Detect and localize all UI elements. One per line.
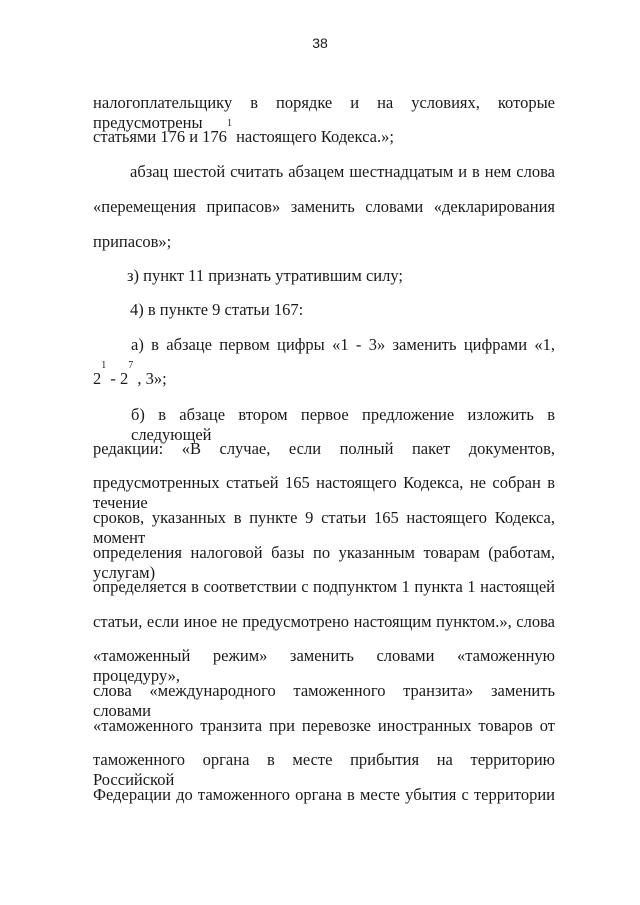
text-line: определения налоговой базы по указанным товарам (работам, услугам)	[93, 543, 555, 582]
text-line: статьи, если иное не предусмотрено настоящим пунктом.», слова	[93, 612, 555, 631]
text-line: з) пункт 11 признать утратившим силу;	[127, 266, 403, 285]
superscript: 7	[128, 360, 134, 371]
text-line: слова «международного таможенного транзита» заменить словами	[93, 681, 555, 720]
text-line: припасов»;	[93, 232, 172, 251]
text-line: редакции: «В случае, если полный пакет документов,	[93, 439, 555, 458]
text-line: «таможенный режим» заменить словами «таможенную процедуру»,	[93, 646, 555, 685]
text-line: 4) в пункте 9 статьи 167:	[130, 300, 304, 319]
text-line: определяется в соответствии с подпунктом 1 пункта 1 настоящей	[93, 577, 555, 596]
text-fragment: настоящего Кодекса.»;	[231, 127, 394, 146]
text-line: абзац шестой считать абзацем шестнадцатым и в нем слова	[130, 162, 555, 181]
text-line: б) в абзаце втором первое предложение изложить в следующей	[131, 405, 555, 444]
text-line: Федерации до таможенного органа в месте убытия с территории	[93, 785, 555, 804]
text-line: таможенного органа в месте прибытия на территорию Российской	[93, 750, 555, 789]
text-line: налогоплательщику в порядке и на условиях, которые предусмотрены	[93, 93, 555, 132]
superscript: 1	[226, 118, 232, 129]
page-number: 38	[312, 35, 328, 51]
text-line	[93, 360, 555, 389]
text-fragment: статьями 176 и 176	[93, 127, 227, 146]
text-line: предусмотренных статьей 165 настоящего Кодекса, не собран в течение	[93, 473, 555, 512]
text-fragment: 2	[93, 369, 102, 388]
text-line: «перемещения припасов» заменить словами «декларирования	[93, 197, 555, 216]
text-fragment: , 3»;	[133, 369, 167, 388]
text-line	[93, 118, 555, 147]
superscript: 1	[101, 360, 107, 371]
text-line: а) в абзаце первом цифры «1 - 3» заменить цифрами «1,	[131, 335, 555, 354]
text-line: сроков, указанных в пункте 9 статьи 165 настоящего Кодекса, момент	[93, 508, 555, 547]
text-line: «таможенного транзита при перевозке иностранных товаров от	[93, 716, 555, 735]
text-fragment: - 2	[106, 369, 129, 388]
